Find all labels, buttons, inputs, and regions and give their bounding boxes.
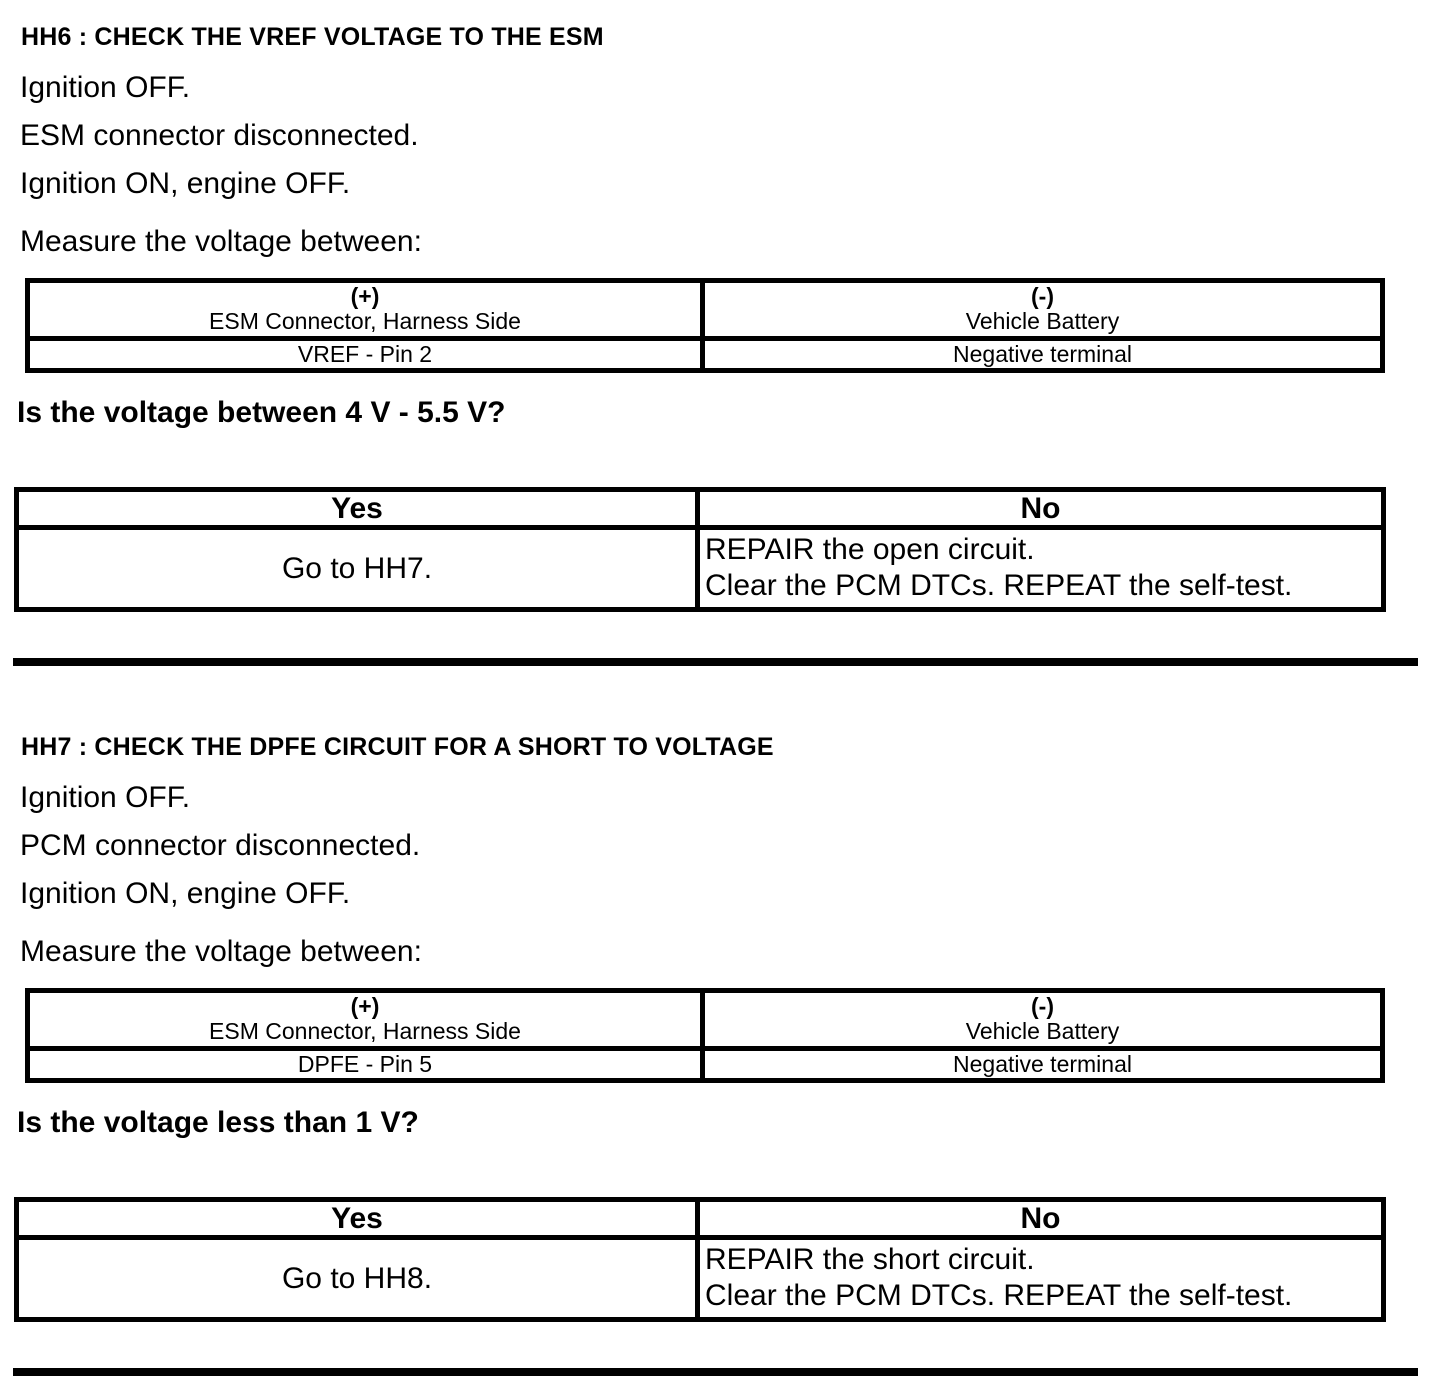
positive-test-point: DPFE - Pin 5 [30,1051,705,1078]
decision-question: Is the voltage between 4 V - 5.5 V? [17,396,506,429]
negative-test-point: Negative terminal [953,341,1132,367]
no-action [700,530,1381,607]
negative-symbol: (-) [1031,993,1054,1019]
no-action-line: REPAIR the open circuit. [705,533,1035,566]
measurement-table [25,278,1385,373]
yes-action: Go to HH8. [19,1240,700,1317]
measurement-table [25,988,1385,1083]
procedure-step: Ignition OFF. [20,71,191,104]
negative-header-label: Vehicle Battery [965,308,1120,334]
positive-terminal-header [30,283,705,341]
no-action [700,1240,1381,1317]
yes-action: Go to HH7. [19,530,700,607]
no-column-header: No [700,1202,1381,1240]
procedure-step: PCM connector disconnected. [20,829,421,862]
negative-symbol: (-) [1031,283,1054,309]
measure-instruction: Measure the voltage between: [20,225,422,258]
section-title: HH7 : CHECK THE DPFE CIRCUIT FOR A SHORT TO VOLTAGE [21,733,774,761]
no-action-line: Clear the PCM DTCs. REPEAT the self-test. [705,1279,1293,1312]
negative-terminal-header [705,283,1380,341]
procedure-step: Ignition OFF. [20,781,191,814]
section-divider [13,1368,1418,1376]
procedure-step: ESM connector disconnected. [20,119,419,152]
negative-test-point: Negative terminal [953,1051,1132,1077]
positive-header-label: ESM Connector, Harness Side [209,308,521,334]
decision-question: Is the voltage less than 1 V? [17,1106,419,1139]
yes-column-header: Yes [19,1202,700,1240]
positive-test-point: VREF - Pin 2 [30,341,705,368]
pinpoint-test-section-hh7 [0,666,1440,1376]
no-column-header: No [700,492,1381,530]
no-action-line: Clear the PCM DTCs. REPEAT the self-test. [705,569,1293,602]
positive-symbol: (+) [350,283,380,309]
result-table [14,487,1386,612]
measure-instruction: Measure the voltage between: [20,935,422,968]
section-divider [13,658,1418,666]
result-table [14,1197,1386,1322]
yes-column-header: Yes [19,492,700,530]
negative-terminal-header [705,993,1380,1051]
positive-symbol: (+) [350,993,380,1019]
section-title: HH6 : CHECK THE VREF VOLTAGE TO THE ESM [21,23,604,51]
procedure-step: Ignition ON, engine OFF. [20,877,351,910]
no-action-line: REPAIR the short circuit. [705,1243,1035,1276]
positive-terminal-header [30,993,705,1051]
positive-header-label: ESM Connector, Harness Side [209,1018,521,1044]
pinpoint-test-section-hh6 [0,0,1440,666]
procedure-step: Ignition ON, engine OFF. [20,167,351,200]
negative-header-label: Vehicle Battery [965,1018,1120,1044]
